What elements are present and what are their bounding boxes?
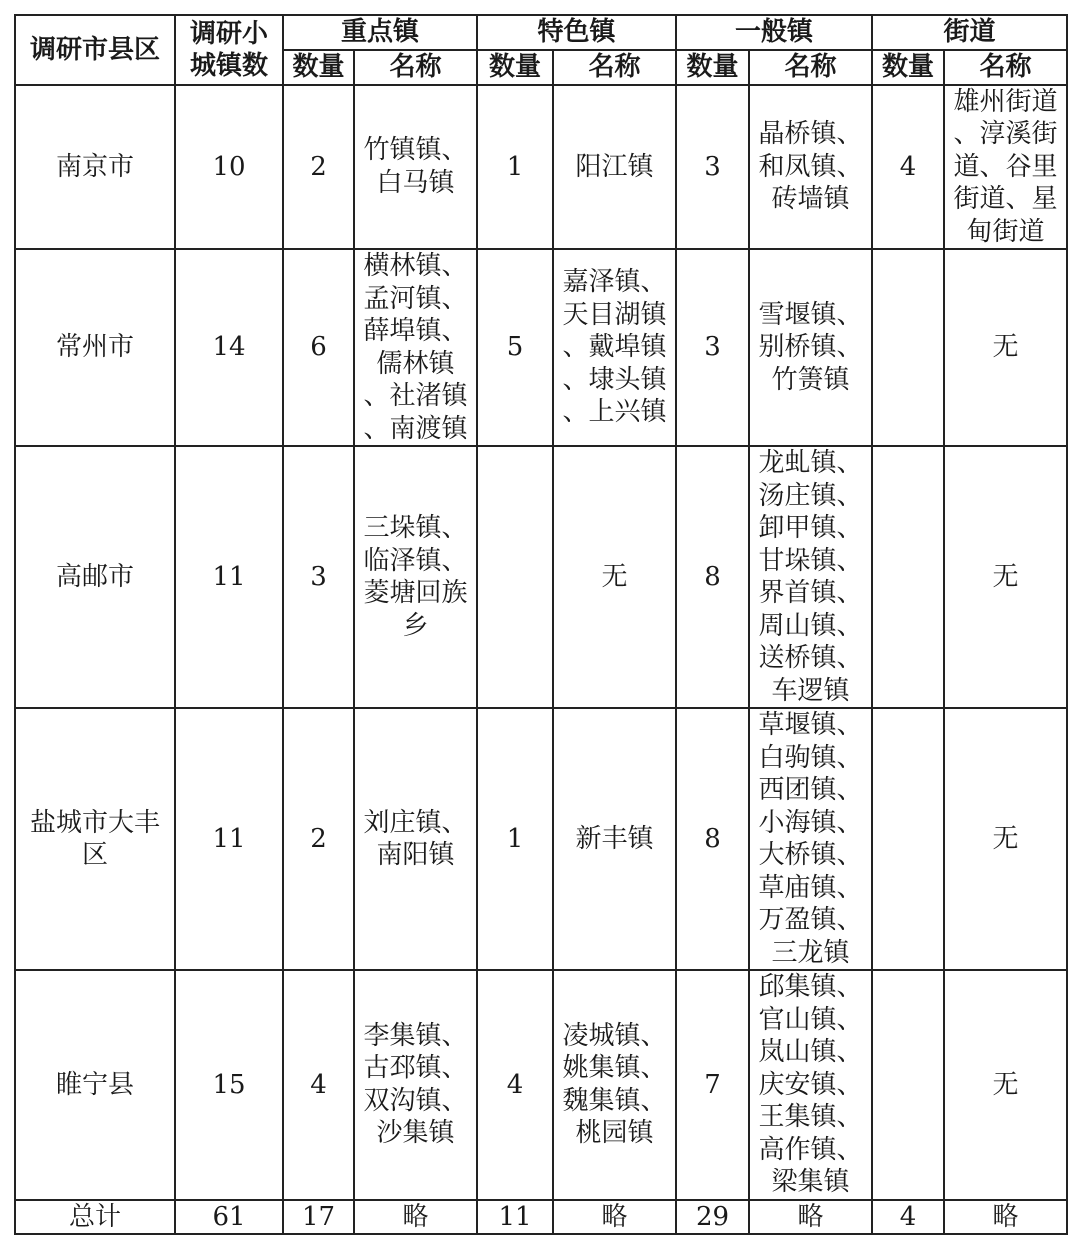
general-count-cell: 8: [676, 446, 749, 708]
town-name: 、南渡镇: [363, 413, 468, 444]
total-cell: 11: [175, 708, 283, 970]
key-names-cell: [354, 970, 477, 1200]
street-count-cell: [872, 708, 944, 970]
town-name: 古邳镇、: [363, 1053, 468, 1084]
town-name: 无: [601, 561, 628, 592]
town-name: 双沟镇、: [363, 1085, 468, 1116]
header-town-count: 调研小城镇数: [175, 15, 283, 85]
town-name: 临泽镇、: [363, 545, 468, 576]
feature-names-cell: [553, 85, 676, 250]
header-feature-town: 特色镇: [477, 15, 676, 50]
town-name: 竹镇镇、: [363, 135, 468, 166]
feature-count-cell: 1: [477, 85, 553, 250]
total-cell: 11: [175, 446, 283, 708]
feature-names-cell: [553, 970, 676, 1200]
town-name: 菱塘回族: [363, 578, 468, 608]
key-count-cell: 4: [283, 970, 354, 1200]
feature-names-cell: [553, 708, 676, 970]
totals-street-count: 4: [872, 1200, 944, 1235]
key-count-cell: 6: [283, 249, 354, 446]
street-name: 甸街道: [966, 216, 1045, 247]
town-name: 嘉泽镇、: [562, 267, 667, 298]
totals-row: [15, 1200, 1067, 1235]
header-count: 数量: [676, 50, 749, 85]
town-name: 、上兴镇: [562, 397, 667, 428]
general-names-cell: [749, 708, 872, 970]
header-count: 数量: [477, 50, 553, 85]
total-cell: 14: [175, 249, 283, 446]
totals-general-count: 29: [676, 1200, 749, 1235]
general-count-cell: 3: [676, 249, 749, 446]
town-name: 姚集镇、: [562, 1053, 667, 1084]
town-name: 凌城镇、: [562, 1020, 667, 1051]
region-cell: 常州市: [15, 249, 175, 446]
street-count-cell: [872, 249, 944, 446]
table-row: [15, 249, 1067, 446]
town-name: 李集镇、: [363, 1020, 468, 1051]
town-name: 天目湖镇: [562, 299, 667, 330]
survey-table: [14, 14, 1068, 1235]
town-name: 岚山镇、: [758, 1037, 863, 1067]
header-region: 调研市县区: [15, 15, 175, 85]
town-name: 西团镇、: [758, 775, 863, 805]
town-name: 三垛镇、: [363, 513, 468, 543]
town-name: 小海镇、: [758, 807, 863, 838]
town-name: 汤庄镇、: [758, 480, 863, 511]
general-count-cell: 8: [676, 708, 749, 970]
header-general-town: 一般镇: [676, 15, 872, 50]
town-name: 草庙镇、: [758, 872, 863, 903]
street-names-cell: [944, 446, 1067, 708]
town-name: 车逻镇: [771, 675, 850, 706]
street-name: 无: [992, 561, 1019, 592]
town-name: 和凤镇、: [758, 151, 863, 182]
feature-count-cell: [477, 446, 553, 708]
street-names-cell: [944, 85, 1067, 250]
key-count-cell: 2: [283, 85, 354, 250]
key-names-cell: [354, 249, 477, 446]
region-cell: 高邮市: [15, 446, 175, 708]
header-count: 数量: [283, 50, 354, 85]
table-row: [15, 85, 1067, 250]
street-name: 道、谷里: [953, 151, 1058, 182]
town-name: 儒林镇: [376, 348, 455, 379]
town-name: 白马镇: [376, 167, 455, 198]
street-name: 无: [992, 1069, 1019, 1100]
totals-key-count: 17: [283, 1200, 354, 1235]
town-name: 界首镇、: [758, 578, 863, 608]
street-name: 雄州街道: [953, 86, 1058, 117]
totals-key-names: 略: [354, 1200, 477, 1235]
key-count-cell: 3: [283, 446, 354, 708]
town-name: 、戴埠镇: [562, 332, 667, 363]
feature-names-cell: [553, 249, 676, 446]
town-name: 卸甲镇、: [758, 513, 863, 543]
town-name: 晶桥镇、: [758, 119, 863, 149]
town-name: 白驹镇、: [758, 742, 863, 773]
town-name: 竹箦镇: [771, 364, 850, 395]
table-row: [15, 446, 1067, 708]
town-name: 沙集镇: [376, 1118, 455, 1149]
general-names-cell: [749, 249, 872, 446]
town-name: 周山镇、: [758, 610, 863, 641]
header-count: 数量: [872, 50, 944, 85]
town-name: 王集镇、: [758, 1102, 863, 1132]
table-row: [15, 708, 1067, 970]
feature-count-cell: 5: [477, 249, 553, 446]
town-name: 南阳镇: [376, 840, 455, 870]
totals-general-names: 略: [749, 1200, 872, 1235]
key-names-cell: [354, 446, 477, 708]
town-name: 砖墙镇: [771, 184, 850, 214]
town-name: 乡: [402, 610, 429, 641]
key-names-cell: [354, 85, 477, 250]
town-name: 、埭头镇: [562, 364, 667, 395]
street-count-cell: [872, 446, 944, 708]
town-name: 甘垛镇、: [758, 545, 863, 576]
feature-count-cell: 1: [477, 708, 553, 970]
street-name: 街道、星: [953, 184, 1058, 214]
general-count-cell: 3: [676, 85, 749, 250]
street-names-cell: [944, 970, 1067, 1200]
header-name: 名称: [749, 50, 872, 85]
street-names-cell: [944, 708, 1067, 970]
header-key-town: 重点镇: [283, 15, 477, 50]
general-names-cell: [749, 85, 872, 250]
totals-label: 总计: [15, 1200, 175, 1235]
street-name: 无: [992, 332, 1019, 363]
town-name: 刘庄镇、: [363, 807, 468, 838]
town-name: 雪堰镇、: [758, 299, 863, 330]
region-cell: 睢宁县: [15, 970, 175, 1200]
town-name: 高作镇、: [758, 1134, 863, 1165]
totals-street-names: 略: [944, 1200, 1067, 1235]
total-cell: 15: [175, 970, 283, 1200]
town-name: 万盈镇、: [758, 905, 863, 935]
town-name: 薛埠镇、: [363, 316, 468, 346]
street-names-cell: [944, 249, 1067, 446]
town-name: 龙虬镇、: [758, 448, 863, 478]
totals-total: 61: [175, 1200, 283, 1235]
street-count-cell: 4: [872, 85, 944, 250]
header-name: 名称: [944, 50, 1067, 85]
general-names-cell: [749, 446, 872, 708]
town-name: 桃园镇: [575, 1118, 654, 1149]
town-name: 送桥镇、: [758, 643, 863, 673]
general-names-cell: [749, 970, 872, 1200]
total-cell: 10: [175, 85, 283, 250]
totals-feature-names: 略: [553, 1200, 676, 1235]
street-count-cell: [872, 970, 944, 1200]
street-name: 无: [992, 823, 1019, 854]
general-count-cell: 7: [676, 970, 749, 1200]
town-name: 邱集镇、: [758, 972, 863, 1002]
town-name: 别桥镇、: [758, 332, 863, 363]
feature-names-cell: [553, 446, 676, 708]
town-name: 魏集镇、: [562, 1085, 667, 1116]
street-name: 、淳溪街: [953, 119, 1058, 149]
feature-count-cell: 4: [477, 970, 553, 1200]
town-name: 官山镇、: [758, 1004, 863, 1035]
town-name: 梁集镇: [771, 1167, 850, 1197]
town-name: 新丰镇: [575, 823, 654, 854]
key-count-cell: 2: [283, 708, 354, 970]
town-name: 、社渚镇: [363, 381, 468, 411]
town-name: 草堰镇、: [758, 710, 863, 740]
town-name: 大桥镇、: [758, 840, 863, 870]
town-name: 阳江镇: [575, 151, 654, 182]
key-names-cell: [354, 708, 477, 970]
region-cell: 南京市: [15, 85, 175, 250]
region-cell: 盐城市大丰区: [15, 708, 175, 970]
header-name: 名称: [553, 50, 676, 85]
totals-feature-count: 11: [477, 1200, 553, 1235]
town-name: 孟河镇、: [363, 283, 468, 314]
town-name: 横林镇、: [363, 251, 468, 281]
town-name: 庆安镇、: [758, 1069, 863, 1100]
table-row: [15, 970, 1067, 1200]
header-name: 名称: [354, 50, 477, 85]
town-name: 三龙镇: [771, 937, 850, 968]
header-street: 街道: [872, 15, 1067, 50]
